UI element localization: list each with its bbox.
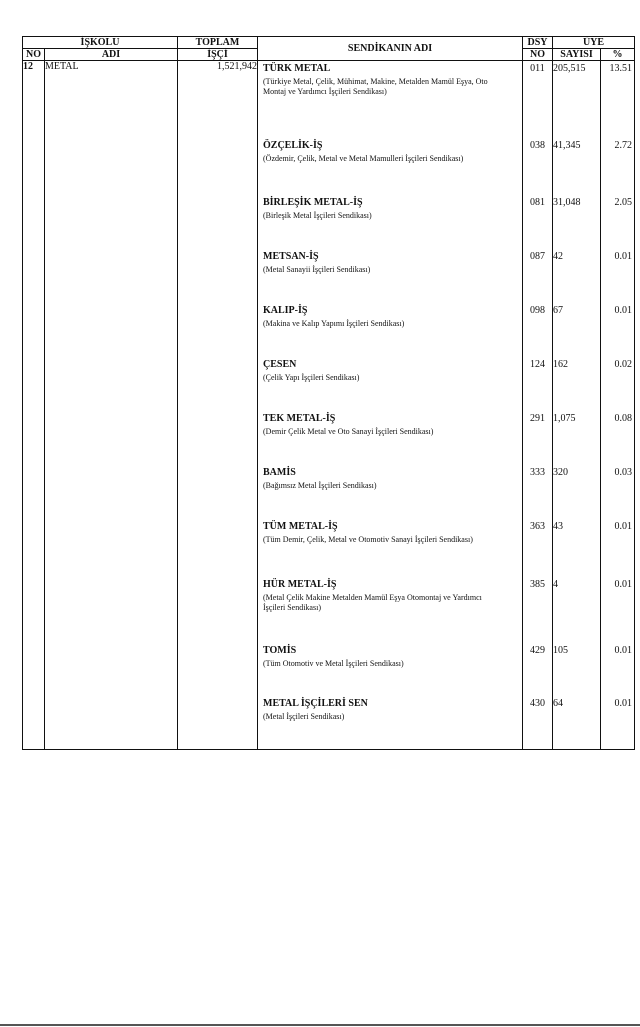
union-member-pct: 0.02 bbox=[614, 359, 632, 370]
toplam-isci-header bbox=[178, 37, 258, 61]
union-entry bbox=[258, 411, 522, 465]
page-edge-line bbox=[0, 1024, 640, 1026]
union-member-pct-cell bbox=[601, 643, 634, 696]
sayisi-header: SAYISI bbox=[553, 49, 601, 61]
union-member-count: 64 bbox=[553, 698, 563, 709]
union-member-pct: 13.51 bbox=[609, 63, 632, 74]
sendika-adi-header: SENDİKANIN ADI bbox=[258, 37, 523, 61]
union-members-column bbox=[553, 61, 601, 750]
union-member-pct-cell bbox=[601, 577, 634, 643]
union-member-pct-cell bbox=[601, 411, 634, 465]
union-member-pct-cell bbox=[601, 519, 634, 577]
union-member-count-cell bbox=[553, 519, 600, 577]
union-dsy-column bbox=[523, 61, 553, 750]
union-dsy-no: 385 bbox=[530, 579, 545, 590]
union-dsy-no-cell bbox=[523, 411, 552, 465]
union-dsy-no-cell bbox=[523, 61, 552, 138]
union-member-count: 41,345 bbox=[553, 140, 581, 151]
union-entry bbox=[258, 138, 522, 195]
union-dsy-no-cell bbox=[523, 643, 552, 696]
union-full-name: (Türkiye Metal, Çelik, Mühimat, Makine, Metalden Mamül Eşya, Oto Montaj ve Yardımcı İşçileri Sendikası) bbox=[263, 77, 488, 96]
union-dsy-no: 011 bbox=[530, 63, 545, 74]
iskolu-header: İŞKOLU bbox=[23, 37, 178, 49]
union-dsy-no: 430 bbox=[530, 698, 545, 709]
union-member-count-cell bbox=[553, 61, 600, 138]
union-dsy-no: 124 bbox=[530, 359, 545, 370]
union-entry bbox=[258, 61, 522, 138]
union-dsy-no: 333 bbox=[530, 467, 545, 478]
union-dsy-no-cell bbox=[523, 519, 552, 577]
union-member-count: 205,515 bbox=[553, 63, 586, 74]
union-full-name: (Metal Çelik Makine Metalden Mamül Eşya Otomontaj ve Yardımcı İşçileri Sendikası) bbox=[263, 593, 482, 612]
union-entry bbox=[258, 465, 522, 519]
union-member-count: 67 bbox=[553, 305, 563, 316]
union-name: BİRLEŞİK METAL-İŞ bbox=[263, 197, 363, 208]
union-dsy-no-cell bbox=[523, 465, 552, 519]
union-member-count: 162 bbox=[553, 359, 568, 370]
union-dsy-no: 038 bbox=[530, 140, 545, 151]
union-dsy-no-cell bbox=[523, 249, 552, 303]
toplam-label: TOPLAM bbox=[195, 37, 240, 48]
union-entry bbox=[258, 195, 522, 249]
sector-row bbox=[23, 61, 635, 750]
union-member-pct-cell bbox=[601, 465, 634, 519]
union-names-column bbox=[258, 61, 523, 750]
union-entry bbox=[258, 303, 522, 357]
union-member-count-cell bbox=[553, 465, 600, 519]
union-dsy-no-cell bbox=[523, 577, 552, 643]
union-name: TEK METAL-İŞ bbox=[263, 413, 336, 424]
union-full-name: (Metal Sanayii İşçileri Sendikası) bbox=[263, 265, 371, 274]
union-member-pct: 0.01 bbox=[614, 521, 632, 532]
union-member-count-cell bbox=[553, 577, 600, 643]
union-name: BAMİS bbox=[263, 467, 296, 478]
union-member-pct: 0.01 bbox=[614, 251, 632, 262]
union-member-pct-cell bbox=[601, 138, 634, 195]
union-member-count: 320 bbox=[553, 467, 568, 478]
union-member-count-cell bbox=[553, 357, 600, 411]
dsy-no-header bbox=[523, 37, 553, 61]
union-dsy-no: 098 bbox=[530, 305, 545, 316]
union-pct-column bbox=[601, 61, 635, 750]
isci-label: İŞÇİ bbox=[178, 48, 257, 60]
union-full-name: (Tüm Demir, Çelik, Metal ve Otomotiv Sanayi İşçileri Sendikası) bbox=[263, 535, 473, 544]
union-member-count-cell bbox=[553, 303, 600, 357]
union-full-name: (Bağımsız Metal İşçileri Sendikası) bbox=[263, 481, 377, 490]
union-name: ÖZÇELİK-İŞ bbox=[263, 140, 323, 151]
union-full-name: (Metal İşçileri Sendikası) bbox=[263, 712, 345, 721]
union-dsy-no-cell bbox=[523, 303, 552, 357]
dsy-no-label: NO bbox=[523, 48, 552, 60]
union-member-pct: 0.03 bbox=[614, 467, 632, 478]
union-entry bbox=[258, 249, 522, 303]
union-name: TÜRK METAL bbox=[263, 63, 331, 74]
union-member-pct-cell bbox=[601, 303, 634, 357]
union-full-name: (Özdemir, Çelik, Metal ve Metal Mamulleri İşçileri Sendikası) bbox=[263, 154, 464, 163]
union-dsy-no: 363 bbox=[530, 521, 545, 532]
union-member-pct-cell bbox=[601, 357, 634, 411]
union-member-pct: 0.01 bbox=[614, 305, 632, 316]
union-name: METSAN-İŞ bbox=[263, 251, 319, 262]
union-dsy-no: 081 bbox=[530, 197, 545, 208]
sector-total-workers: 1,521,942 bbox=[178, 61, 258, 750]
union-dsy-no: 429 bbox=[530, 645, 545, 656]
union-dsy-no-cell bbox=[523, 138, 552, 195]
sector-name: METAL bbox=[45, 61, 178, 750]
union-member-pct: 2.72 bbox=[614, 140, 632, 151]
adi-header: ADI bbox=[45, 49, 178, 61]
union-name: TÜM METAL-İŞ bbox=[263, 521, 338, 532]
union-member-count-cell bbox=[553, 696, 600, 749]
dsy-label: DSY bbox=[527, 37, 548, 48]
sector-no: 12 bbox=[23, 61, 45, 750]
union-full-name: (Makina ve Kalıp Yapımı İşçileri Sendikası) bbox=[263, 319, 405, 328]
union-entry bbox=[258, 357, 522, 411]
union-dsy-no: 291 bbox=[530, 413, 545, 424]
union-entry bbox=[258, 643, 522, 696]
union-member-pct: 0.08 bbox=[614, 413, 632, 424]
union-member-pct-cell bbox=[601, 696, 634, 749]
union-member-pct: 0.01 bbox=[614, 579, 632, 590]
union-member-pct: 0.01 bbox=[614, 645, 632, 656]
union-member-pct: 2.05 bbox=[614, 197, 632, 208]
union-member-count-cell bbox=[553, 138, 600, 195]
union-name: METAL İŞÇİLERİ SEN bbox=[263, 698, 368, 709]
union-dsy-no: 087 bbox=[530, 251, 545, 262]
union-member-pct: 0.01 bbox=[614, 698, 632, 709]
union-dsy-no-cell bbox=[523, 195, 552, 249]
union-full-name: (Tüm Otomotiv ve Metal İşçileri Sendikası) bbox=[263, 659, 404, 668]
union-entry bbox=[258, 519, 522, 577]
union-name: HÜR METAL-İŞ bbox=[263, 579, 337, 590]
union-member-count: 4 bbox=[553, 579, 558, 590]
no-header: NO bbox=[23, 49, 45, 61]
uye-header: ÜYE bbox=[553, 37, 635, 49]
union-full-name: (Çelik Yapı İşçileri Sendikası) bbox=[263, 373, 360, 382]
union-member-count: 31,048 bbox=[553, 197, 581, 208]
union-member-count: 1,075 bbox=[553, 413, 576, 424]
union-member-count-cell bbox=[553, 411, 600, 465]
union-dsy-no-cell bbox=[523, 696, 552, 749]
union-member-count-cell bbox=[553, 643, 600, 696]
union-name: ÇESEN bbox=[263, 359, 297, 370]
union-member-pct-cell bbox=[601, 195, 634, 249]
union-member-pct-cell bbox=[601, 249, 634, 303]
union-member-count-cell bbox=[553, 195, 600, 249]
union-entry bbox=[258, 696, 522, 749]
union-full-name: (Birleşik Metal İşçileri Sendikası) bbox=[263, 211, 372, 220]
union-member-count-cell bbox=[553, 249, 600, 303]
union-member-count: 42 bbox=[553, 251, 563, 262]
union-dsy-no-cell bbox=[523, 357, 552, 411]
union-name: KALIP-İŞ bbox=[263, 305, 308, 316]
union-member-count: 43 bbox=[553, 521, 563, 532]
union-full-name: (Demir Çelik Metal ve Oto Sanayi İşçileri Sendikası) bbox=[263, 427, 434, 436]
union-member-pct-cell bbox=[601, 61, 634, 138]
union-name: TOMİS bbox=[263, 645, 297, 656]
pct-header: % bbox=[601, 49, 635, 61]
union-entry bbox=[258, 577, 522, 643]
union-statistics-table bbox=[22, 36, 635, 750]
union-member-count: 105 bbox=[553, 645, 568, 656]
